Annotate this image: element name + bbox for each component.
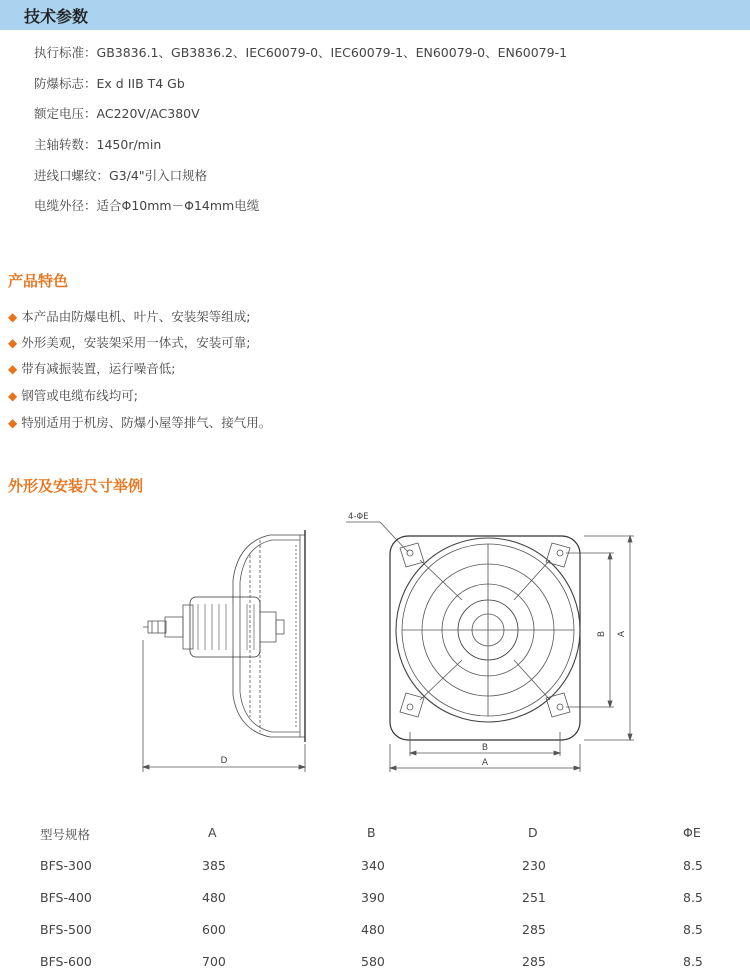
- label-hole: 4-ΦE: [348, 512, 369, 522]
- diamond-bullet-icon: ◆: [8, 310, 18, 324]
- spec-label: 主轴转数：: [34, 137, 97, 152]
- spec-label: 防爆标志：: [34, 76, 97, 91]
- diamond-bullet-icon: ◆: [8, 389, 18, 403]
- spec-thread: [34, 166, 207, 184]
- page-title: 技术参数: [24, 7, 89, 26]
- label-b-horizontal: B: [481, 743, 489, 753]
- label-a-horizontal: A: [481, 758, 489, 768]
- feature-item: ◆ 带有减振装置，运行噪音低;: [8, 361, 176, 376]
- spec-value: Ex d IIB T4 Gb: [96, 76, 185, 91]
- dimension-drawing: [0, 500, 750, 790]
- table-header-d: D: [528, 825, 538, 840]
- label-b-vertical: B: [597, 630, 607, 638]
- table-header-model: 型号规格: [40, 827, 91, 842]
- spec-label: 额定电压：: [34, 106, 97, 121]
- table-header-b: B: [367, 825, 376, 840]
- dimensions-title: 外形及安装尺寸举例: [8, 477, 144, 495]
- label-a-vertical: A: [617, 630, 627, 638]
- spec-label: 进线口螺纹：: [34, 168, 110, 183]
- spec-voltage: [34, 104, 200, 122]
- diamond-bullet-icon: ◆: [8, 362, 18, 376]
- spec-label: 执行标准：: [34, 45, 97, 60]
- front-view: [346, 512, 634, 772]
- table-header-e: ΦE: [683, 825, 701, 840]
- spec-value: 1450r/min: [96, 137, 162, 152]
- table-header-a: A: [208, 825, 217, 840]
- diamond-bullet-icon: ◆: [8, 336, 18, 350]
- spec-value: AC220V/AC380V: [96, 106, 200, 121]
- label-d: D: [220, 756, 228, 766]
- feature-item: ◆ 钢管或电缆布线均可;: [8, 388, 138, 403]
- spec-value: GB3836.1、GB3836.2、IEC60079-0、IEC60079-1、EN60079-0、EN60079-1: [96, 45, 568, 60]
- feature-item: ◆ 本产品由防爆电机、叶片、安装架等组成;: [8, 309, 251, 324]
- features-title: 产品特色: [8, 272, 69, 290]
- spec-cable: [34, 196, 259, 214]
- spec-label: 电缆外径：: [34, 198, 97, 213]
- diamond-bullet-icon: ◆: [8, 416, 18, 430]
- spec-explosion-mark: [34, 74, 185, 92]
- spec-value: 适合Φ10mm－Φ14mm电缆: [96, 198, 260, 213]
- spec-value: G3/4"引入口规格: [109, 168, 208, 183]
- feature-item: ◆ 特别适用于机房、防爆小屋等排气、接气用。: [8, 415, 272, 430]
- spec-standard: [34, 43, 567, 61]
- header-bar: [0, 0, 750, 30]
- feature-item: ◆ 外形美观，安装架采用一体式，安装可靠;: [8, 335, 251, 350]
- spec-speed: [34, 135, 161, 153]
- side-view: [143, 530, 305, 772]
